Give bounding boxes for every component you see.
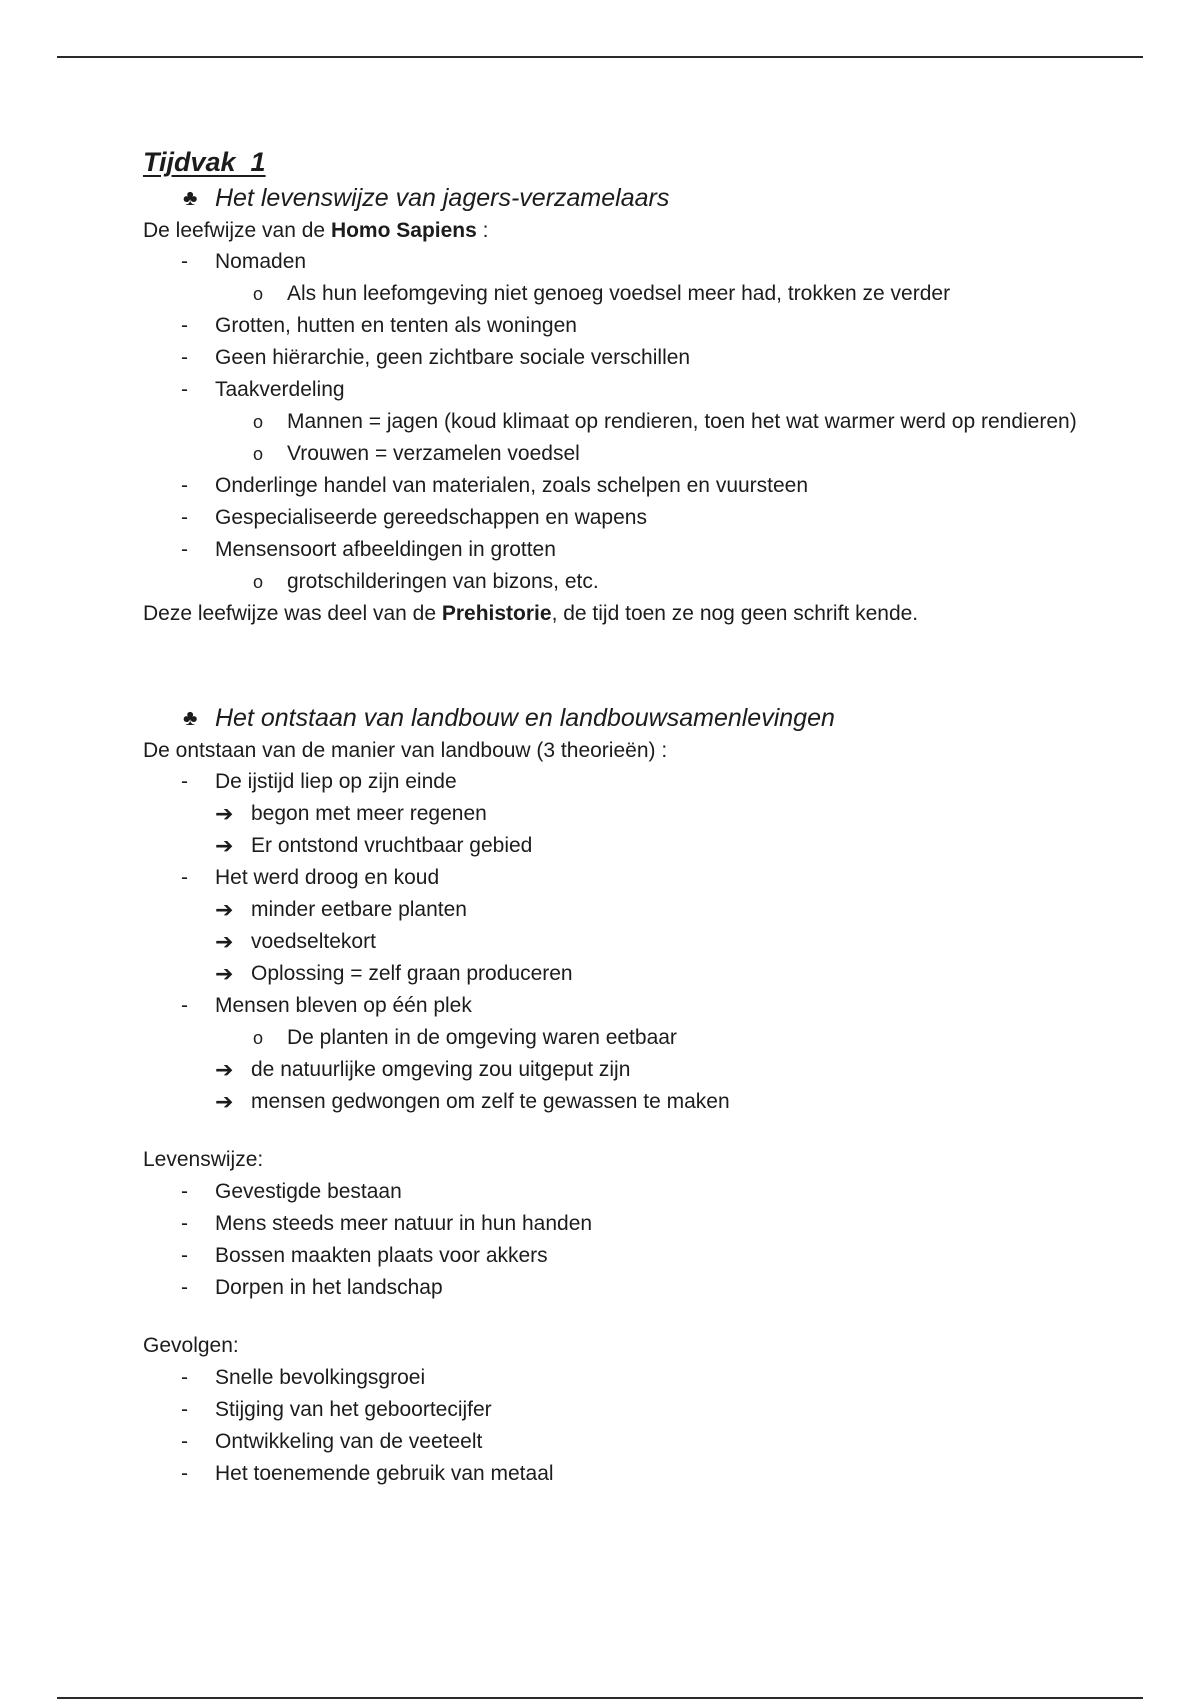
lifestyle-label: Levenswijze: [143, 1148, 264, 1171]
page-title: Tijdvak 1 [143, 147, 266, 177]
footer-rule [57, 1697, 1143, 1699]
circle-bullet-icon: o [253, 572, 264, 592]
section-outro: Deze leefwijze was deel van de Prehistorie, de tijd toen ze nog geen schrift kende. [143, 602, 919, 625]
list-arrow-item: ➔ begon met meer regenen [143, 798, 1083, 830]
document-body [143, 144, 1083, 1490]
list-item: - Onderlinge handel van materialen, zoals schelpen en vuursteen [143, 470, 1083, 502]
dash-bullet: - [181, 1276, 188, 1299]
arrow-right-icon: ➔ [215, 833, 234, 858]
dash-bullet: - [181, 770, 188, 793]
dash-bullet: - [181, 866, 188, 889]
list-item: - Stijging van het geboortecijfer [143, 1394, 1083, 1426]
arrow-right-icon: ➔ [215, 1089, 234, 1114]
dash-bullet: - [181, 1366, 188, 1389]
dash-bullet: - [181, 250, 188, 273]
header-rule [57, 56, 1143, 58]
section-heading-hunter-gatherers [183, 180, 1083, 216]
section-heading-text: Het ontstaan van landbouw en landbouwsamenlevingen [215, 704, 835, 732]
list-item: - Geen hiërarchie, geen zichtbare sociale verschillen [143, 342, 1083, 374]
dash-bullet: - [181, 1244, 188, 1267]
list-item: - Gevestigde bestaan [143, 1176, 1083, 1208]
circle-bullet-icon: o [253, 284, 264, 304]
club-bullet-icon: ♣ [183, 705, 198, 730]
arrow-right-icon: ➔ [215, 897, 234, 922]
section-intro: De leefwijze van de Homo Sapiens : [143, 219, 489, 242]
section-heading-text: Het levenswijze van jagers-verzamelaars [215, 184, 670, 212]
dash-bullet: - [181, 314, 188, 337]
list-item: - Bossen maakten plaats voor akkers [143, 1240, 1083, 1272]
section-intro: De ontstaan van de manier van landbouw (3 theorieën) : [143, 739, 668, 762]
list-item: - Taakverdeling [143, 374, 1083, 406]
list-subitem: o grotschilderingen van bizons, etc. [143, 566, 1083, 598]
list-arrow-item: ➔ voedseltekort [143, 926, 1083, 958]
list-subitem: o Mannen = jagen (koud klimaat op rendieren, toen het wat warmer werd op rendieren) [143, 406, 1083, 438]
list-item: - Dorpen in het landschap [143, 1272, 1083, 1304]
list-item: - Mensen bleven op één plek [143, 990, 1083, 1022]
arrow-right-icon: ➔ [215, 1057, 234, 1082]
list-subitem: o De planten in de omgeving waren eetbaar [143, 1022, 1083, 1054]
dash-bullet: - [181, 1462, 188, 1485]
dash-bullet: - [181, 506, 188, 529]
club-bullet-icon: ♣ [183, 185, 198, 210]
circle-bullet-icon: o [253, 1028, 264, 1048]
list-item: - Ontwikkeling van de veeteelt [143, 1426, 1083, 1458]
dash-bullet: - [181, 1180, 188, 1203]
list-item: - Gespecialiseerde gereedschappen en wapens [143, 502, 1083, 534]
arrow-right-icon: ➔ [215, 961, 234, 986]
dash-bullet: - [181, 474, 188, 497]
list-arrow-item: ➔ Oplossing = zelf graan produceren [143, 958, 1083, 990]
list-item: - Het werd droog en koud [143, 862, 1083, 894]
circle-bullet-icon: o [253, 412, 264, 432]
dash-bullet: - [181, 1398, 188, 1421]
list-subitem: o Als hun leefomgeving niet genoeg voedsel meer had, trokken ze verder [143, 278, 1083, 310]
list-item: - Snelle bevolkingsgroei [143, 1362, 1083, 1394]
circle-bullet-icon: o [253, 444, 264, 464]
dash-bullet: - [181, 378, 188, 401]
arrow-right-icon: ➔ [215, 929, 234, 954]
consequences-label: Gevolgen: [143, 1334, 239, 1357]
list-item: - De ijstijd liep op zijn einde [143, 766, 1083, 798]
dash-bullet: - [181, 346, 188, 369]
list-item: - Grotten, hutten en tenten als woningen [143, 310, 1083, 342]
dash-bullet: - [181, 994, 188, 1017]
list-arrow-item: ➔ mensen gedwongen om zelf te gewassen te maken [143, 1086, 1083, 1118]
list-item: - Mensensoort afbeeldingen in grotten [143, 534, 1083, 566]
list-item: - Nomaden [143, 246, 1083, 278]
list-arrow-item: ➔ Er ontstond vruchtbaar gebied [143, 830, 1083, 862]
dash-bullet: - [181, 1212, 188, 1235]
list-item: - Het toenemende gebruik van metaal [143, 1458, 1083, 1490]
list-item: - Mens steeds meer natuur in hun handen [143, 1208, 1083, 1240]
section-heading-agriculture [183, 700, 1083, 736]
dash-bullet: - [181, 1430, 188, 1453]
list-arrow-item: ➔ minder eetbare planten [143, 894, 1083, 926]
dash-bullet: - [181, 538, 188, 561]
list-arrow-item: ➔ de natuurlijke omgeving zou uitgeput zijn [143, 1054, 1083, 1086]
arrow-right-icon: ➔ [215, 801, 234, 826]
list-subitem: o Vrouwen = verzamelen voedsel [143, 438, 1083, 470]
